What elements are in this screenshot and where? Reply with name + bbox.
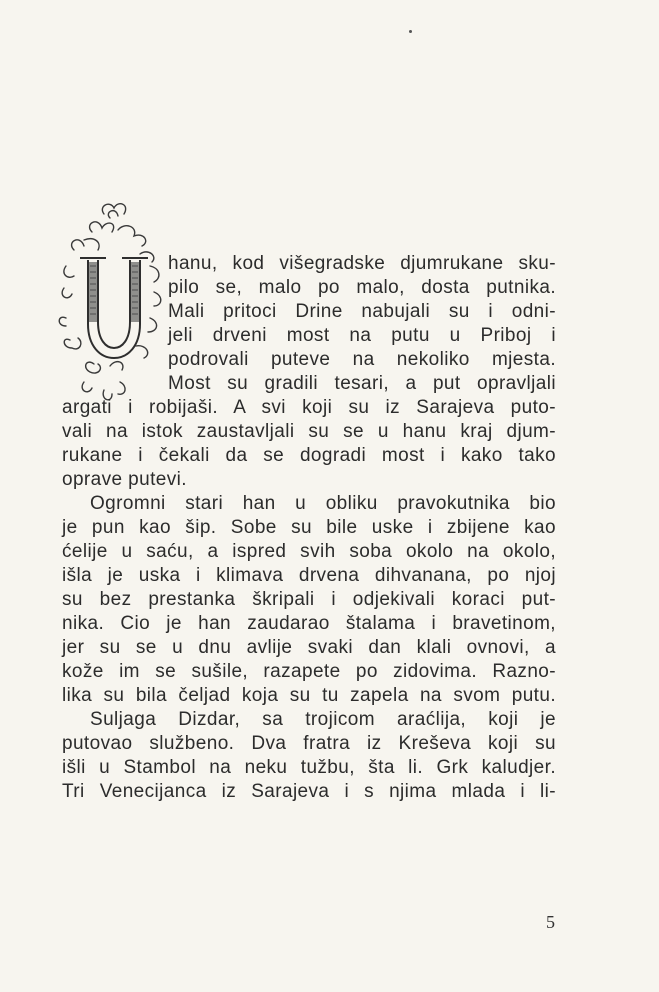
text-line-8: vali na istok zaustavljali su se u hanu kraj djum- [62,421,556,442]
text-line-2: pilo se, malo po malo, dosta putnika. [168,277,556,298]
text-line-11: Ogromni stari han u obliku pravokutnika bio [90,493,556,514]
text-line-17: jer su se u dnu avlije svaki dan klali ovnovi, a [62,637,556,658]
text-line-21: putovao službeno. Dva fratra iz Kreševa koji su [62,733,556,754]
text-line-10: oprave putevi. [62,469,187,490]
text-line-23: Tri Venecijanca iz Sarajeva i s njima mlada i li- [62,781,556,802]
text-line-7: argati i robijaši. A svi koji su iz Sarajeva puto- [62,397,556,418]
text-line-3: Mali pritoci Drine nabujali su i odni- [168,301,556,322]
text-line-19: lika su bila čeljad koja su tu zapela na svom putu. [62,685,556,706]
text-line-6: Most su gradili tesari, a put opravljali [168,373,556,394]
text-line-9: rukane i čekali da se dogradi most i kako tako [62,445,556,466]
dust-speck [409,30,412,33]
text-line-14: išla je uska i klimava drvena dihvanana, po njoj [62,565,556,586]
text-line-18: kože im se sušile, razapete po zidovima. Razno- [62,661,556,682]
text-line-15: su bez prestanka škripali i odjekivali koraci put- [62,589,556,610]
text-line-16: nika. Cio je han zaudarao štalama i bravetinom, [62,613,556,634]
text-line-4: jeli drveni most na putu u Priboj i [168,325,556,346]
page-number: 5 [546,912,555,932]
text-line-5: podrovali puteve na nekoliko mjesta. [168,349,556,370]
text-line-20: Suljaga Dizdar, sa trojicom araćlija, koji je [90,709,556,730]
text-line-12: je pun kao šip. Sobe su bile uske i zbijene kao [62,517,556,538]
decorative-initial-u [54,196,172,412]
text-line-22: išli u Stambol na neku tužbu, šta li. Grk kaludjer. [62,757,556,778]
text-line-1: hanu, kod višegradske djumrukane sku- [168,253,556,274]
text-line-13: ćelije u saću, a ispred svih soba okolo na okolo, [62,541,556,562]
